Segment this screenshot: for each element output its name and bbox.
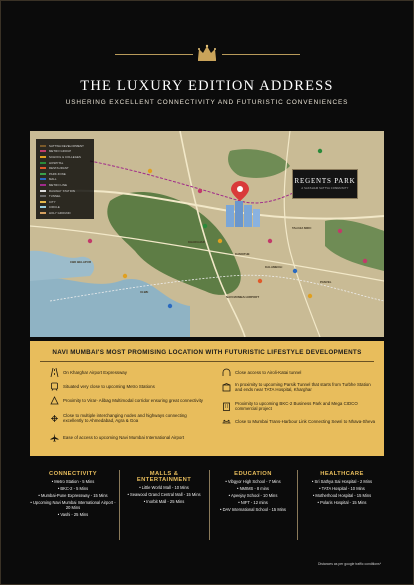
legend-item [40,210,90,216]
legend-label: PARK ZONE [49,171,66,176]
legend-swatch [40,150,46,152]
map-label-kalamboli: KALAMBOLI [265,265,283,269]
project-name: REGENTS PARK [294,177,356,185]
legend-label: HOSPITAL [49,160,64,165]
feature-right-0-text: Close access to Airoli-Katai tunnel [235,369,302,375]
legend-swatch [40,195,46,197]
highway-icon [50,414,59,423]
column-education-item: • Vibgyor High School - 7 Mins [225,478,281,484]
feature-left-1 [50,382,205,391]
map-label-airport: NAVI MUMBAI AIRPORT [226,295,260,299]
map-forest-north [228,149,290,178]
legend-label: MALL [49,177,57,182]
column-healthcare-head: HEALTHCARE [320,471,364,477]
map-label-belapur: CBD BELAPUR [70,260,92,264]
legend-label: HOLY GROUND [49,210,71,215]
feature-left-1-text: Situated very close to upcoming Metro Stations [63,383,155,389]
column-connectivity-head: CONNECTIVITY [49,471,97,477]
map-label-panvel: PANVEL [320,280,332,284]
feature-left-0 [50,368,205,377]
map-label-ulwe: ULWE [140,290,149,294]
column-healthcare [300,471,384,505]
crown-icon [196,44,218,62]
legend-swatch [40,145,46,147]
column-malls-item: • Little World Mall - 10 Mins [139,484,189,490]
column-education-item: • NMIMS - 8 mins [237,485,269,491]
bridge-icon [222,417,231,426]
column-separator [209,470,210,540]
column-connectivity-item: • BKC-2 - 5 Mins [57,485,89,491]
station-icon [222,383,231,392]
project-towers [226,201,260,227]
column-separator [119,470,120,540]
feature-right-3-text: Close to Mumbai Trans-Harbour Link Connecting Sewri to Nhava-Sheva [235,418,376,424]
map-label-kamothe: KAMOTHE [235,252,250,256]
tunnel-icon [222,368,231,377]
legend-label: SCHOOL & COLLEGES [49,154,81,159]
feature-left-4 [50,433,205,442]
feature-left-2 [50,396,205,405]
column-connectivity-item: • Metro Station - 5 Mins [51,478,95,484]
feature-left-0-text: On Kharghar Airport Expressway [63,369,127,375]
legend-swatch [40,178,46,180]
column-healthcare-item: • Polaris Hospital - 15 Mins [317,499,367,505]
column-education-head: EDUCATION [234,471,272,477]
column-connectivity-item: • Mumbai-Pune Expressway - 15 Mins [38,492,108,498]
column-malls-head: MALLS & ENTERTAINMENT [136,471,192,483]
project-logo-box [292,169,358,199]
feature-left-4-text: Ease of access to upcoming Navi Mumbai International Airport [63,434,185,440]
features-title: NAVI MUMBAI'S MOST PROMISING LOCATION WITH FUTURISTIC LIFESTYLE DEVELOPMENTS [52,349,362,356]
distance-footnote: Distances as per google traffic conditions* [318,562,382,566]
map-water [30,278,190,337]
column-separator [297,470,298,540]
airport-icon [50,433,59,442]
column-malls [122,471,206,504]
column-healthcare-item: • TATA Hospital - 10 Mins [319,485,365,491]
column-education [212,471,294,512]
feature-left-2-text: Proximity to Virar- Alibag Multimodal corridor ensuring great connectivity [63,397,203,403]
features-panel [30,341,384,456]
legend-label: RAILWAY STATION [49,188,76,193]
road-icon [50,368,59,377]
legend-swatch [40,212,46,214]
feature-right-1-text: In proximity to upcoming Parsik Tunnel that starts from Turbhe Station and ends near TATA Hospital, Kharghar [235,382,371,393]
column-healthcare-item: • Sri Sathya Sai Hospital - 2 Mins [311,478,373,484]
metro-icon [50,382,59,391]
column-education-item: • Apeejay School - 10 Mins [228,492,278,498]
column-connectivity [30,471,116,517]
legend-label: SATTWA DEVELOPMENT [49,143,84,148]
column-malls-item: • Inorbit Mall - 25 Mins [143,498,185,504]
feature-right-1 [222,382,377,392]
column-healthcare-item: • Motherhood Hospital - 15 Mins [312,492,372,498]
page-title: THE LUXURY EDITION ADDRESS [80,78,334,94]
column-education-item: • DAV International School - 15 Mins [220,506,286,512]
map-label-taloja: TALOJA MIDC [292,226,312,230]
column-connectivity-item: • Upcoming Navi Mumbai International Airport - 20 Mins [30,499,116,510]
legend-swatch [40,190,46,192]
feature-right-3 [222,417,377,426]
legend-swatch [40,167,46,169]
column-connectivity-item: • Vashi - 25 Mins [57,512,89,517]
feature-right-2 [222,401,377,411]
column-malls-item: • Seawood Grand Central Mall - 15 Mins [127,491,201,497]
legend-swatch [40,201,46,203]
page-subtitle: USHERING EXCELLENT CONNECTIVITY AND FUTURISTIC CONVENIENCES [65,99,349,106]
legend-label: METRO LINE [49,182,68,187]
ornament-line-left [115,54,193,55]
feature-right-0 [222,368,377,377]
legend-label: TUNNEL [49,194,61,199]
feature-left-3 [50,413,205,423]
legend-swatch [40,156,46,158]
legend-swatch [40,206,46,208]
legend-swatch [40,184,46,186]
map-creek [30,251,94,281]
map-road-taloja [284,131,320,337]
map-label-kharghar: KHARGHAR [188,240,205,244]
crown-ornament [0,44,414,64]
legend-label: METRO GROUP [49,149,72,154]
corridor-icon [50,396,59,405]
feature-left-3-text: Close to multiple interchanging nodes and highways connecting excellently to Ahmedabad, Agra & Goa [63,413,187,424]
location-map[interactable] [30,131,384,337]
map-legend [36,139,94,219]
legend-swatch [40,162,46,164]
feature-right-2-text: Proximity to upcoming BKC-2 Business Park and Mega CIDCO commercial project [235,401,358,412]
ornament-line-right [222,54,300,55]
legend-swatch [40,173,46,175]
building-icon [222,402,231,411]
project-location-pin [231,181,249,201]
legend-label: CIRCLE [49,205,60,210]
column-education-item: • NIFT - 12 mins [238,499,268,505]
legend-label: RESTAURANT [49,166,69,171]
features-divider [40,361,374,362]
legend-label: CITY [49,199,56,204]
map-forest-east [325,220,384,271]
project-tagline: A SAKSHAM SATTVA COMMUNITY [301,187,349,190]
